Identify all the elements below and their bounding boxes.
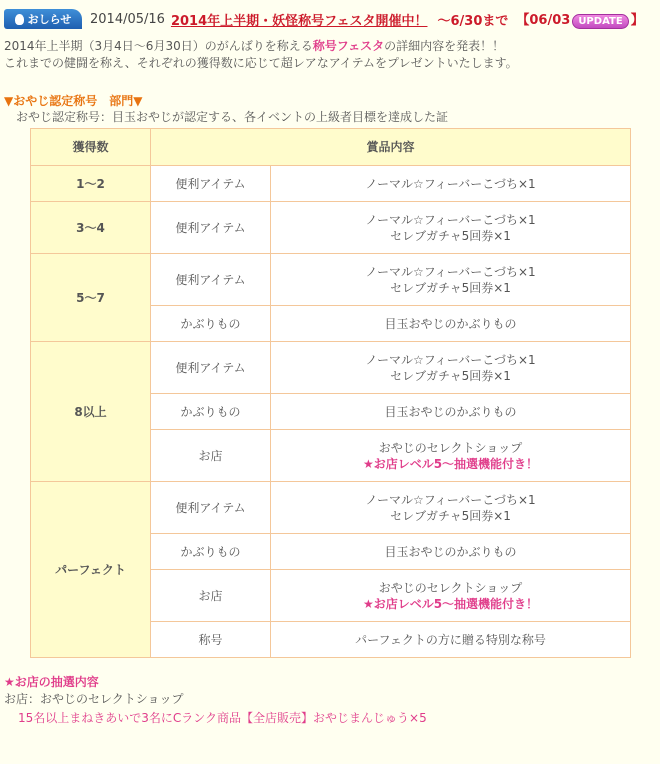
prize-cell xyxy=(271,482,631,534)
lottery-shop: お店：おやじのセレクトショップ xyxy=(4,692,184,706)
prize-line: セレブガチャ5回券×1 xyxy=(390,368,511,383)
prize-line: ノーマル☆フィーバーこづち×1 xyxy=(365,212,536,227)
prize-line: 目玉おやじのかぶりもの xyxy=(384,316,517,331)
prize-cell xyxy=(271,166,631,202)
prize-cell xyxy=(271,394,631,430)
category-cell: 称号 xyxy=(151,622,271,658)
category-cell: お店 xyxy=(151,570,271,622)
intro-line-2: これまでの健闘を称え、それぞれの獲得数に応じて超レアなアイテムをプレゼントいたします。 xyxy=(4,56,518,70)
prize-line: ノーマル☆フィーバーこづち×1 xyxy=(365,492,536,507)
prize-cell xyxy=(271,430,631,482)
prize-cell xyxy=(271,342,631,394)
table-row xyxy=(31,342,631,394)
table-row xyxy=(31,482,631,534)
lottery-title: ★お店の抽選内容 xyxy=(4,675,99,689)
category-cell: 便利アイテム xyxy=(151,482,271,534)
prize-table-body xyxy=(31,166,631,658)
header-count: 獲得数 xyxy=(31,129,151,166)
section-description: おやじ認定称号：目玉おやじが認定する、各イベントの上級者目標を達成した証 xyxy=(16,110,449,124)
intro-line-1 xyxy=(4,38,654,55)
table-row xyxy=(31,202,631,254)
news-title-link[interactable]: 2014年上半期・妖怪称号フェスタ開催中！ xyxy=(170,13,428,29)
table-header-row xyxy=(31,129,631,166)
prize-line: おやじのセレクトショップ xyxy=(378,440,523,455)
prize-line: ノーマル☆フィーバーこづち×1 xyxy=(365,176,536,191)
prize-cell xyxy=(271,622,631,658)
prize-line: ノーマル☆フィーバーこづち×1 xyxy=(365,264,536,279)
tier-cell: 3～4 xyxy=(31,202,151,254)
news-date: 2014/05/16 xyxy=(90,11,165,27)
tier-cell: パーフェクト xyxy=(31,482,151,658)
prize-cell xyxy=(271,254,631,306)
category-cell: 便利アイテム xyxy=(151,166,271,202)
prize-line: おやじのセレクトショップ xyxy=(378,580,523,595)
update-info xyxy=(516,9,643,29)
category-cell: お店 xyxy=(151,430,271,482)
intro-line-1-after: の詳細内容を発表！！ xyxy=(384,39,505,53)
prize-line: セレブガチャ5回券×1 xyxy=(390,228,511,243)
tier-cell: 1～2 xyxy=(31,166,151,202)
prize-cell xyxy=(271,306,631,342)
news-header xyxy=(4,8,654,30)
category-cell: かぶりもの xyxy=(151,394,271,430)
news-period: ～6/30まで xyxy=(437,13,509,29)
tier-cell: 5～7 xyxy=(31,254,151,342)
prize-line: 目玉おやじのかぶりもの xyxy=(384,404,517,419)
table-row xyxy=(31,254,631,306)
category-cell: かぶりもの xyxy=(151,306,271,342)
update-date: 【06/03 xyxy=(516,13,571,28)
prize-cell xyxy=(271,570,631,622)
prize-table xyxy=(30,128,631,658)
prize-line: パーフェクトの方に贈る特別な称号 xyxy=(355,632,546,647)
category-cell: 便利アイテム xyxy=(151,254,271,306)
lottery-note: 15名以上まねきあいで3名にCランク商品【全店販売】おやじまんじゅう×5 xyxy=(18,711,427,725)
update-badge: UPDATE xyxy=(572,14,628,29)
section-title: ▼おやじ認定称号 部門▼ xyxy=(4,94,143,108)
category-cell: 便利アイテム xyxy=(151,342,271,394)
prize-cell xyxy=(271,202,631,254)
prize-line: ノーマル☆フィーバーこづち×1 xyxy=(365,352,536,367)
category-cell: 便利アイテム xyxy=(151,202,271,254)
intro-line-1-before: 2014年上半期（3月4日～6月30日）のがんばりを称える xyxy=(4,39,313,53)
prize-line: セレブガチャ5回券×1 xyxy=(390,508,511,523)
prize-highlight: ★お店レベル5～抽選機能付き！ xyxy=(362,596,539,611)
badge-label: おしらせ xyxy=(27,13,72,26)
category-cell: かぶりもの xyxy=(151,534,271,570)
prize-line: セレブガチャ5回券×1 xyxy=(390,280,511,295)
intro-highlight: 称号フェスタ xyxy=(312,39,385,53)
news-badge xyxy=(4,9,82,29)
prize-line: 目玉おやじのかぶりもの xyxy=(384,544,517,559)
bracket-close: 】 xyxy=(630,13,644,28)
table-row xyxy=(31,166,631,202)
tier-cell: 8以上 xyxy=(31,342,151,482)
prize-highlight: ★お店レベル5～抽選機能付き！ xyxy=(362,456,539,471)
header-prize: 賞品内容 xyxy=(151,129,631,166)
info-drop-icon xyxy=(15,14,24,25)
prize-cell xyxy=(271,534,631,570)
intro-text xyxy=(4,38,654,72)
